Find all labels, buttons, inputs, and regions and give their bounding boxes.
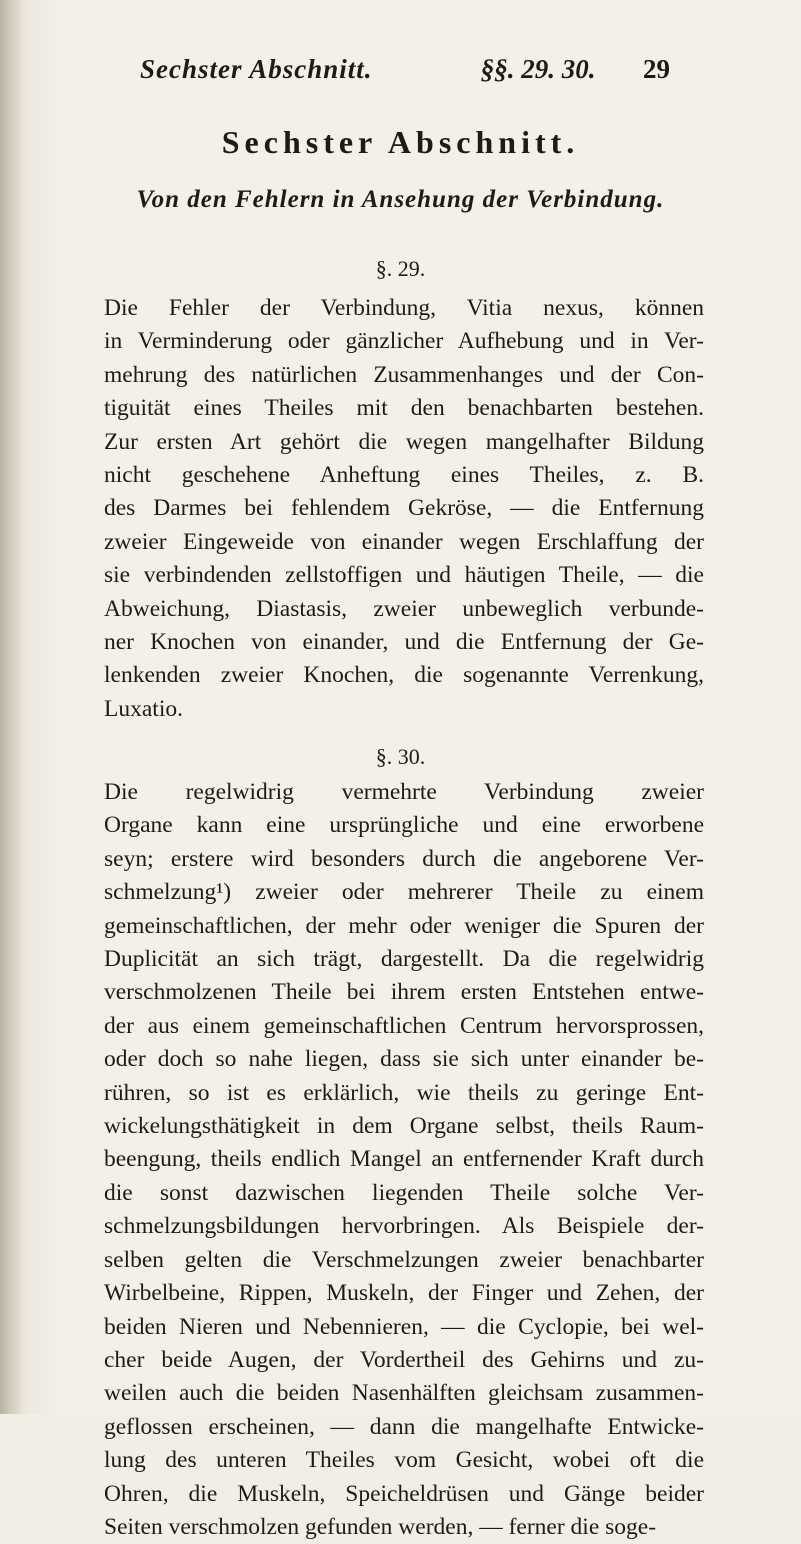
text-line: der aus einem gemeinschaftlichen Centrum hervorsprossen, [104,1012,704,1039]
text-line: wickelungsthätigkeit in dem Organe selbst, theils Raum- [104,1113,704,1140]
text-line: beiden Nieren und Nebennieren, — die Cyclopie, bei wel- [104,1313,704,1340]
page-number: 29 [643,54,670,84]
text-line: Duplicität an sich trägt, dargestellt. Da die regelwidrig [104,946,704,973]
text-line: gemeinschaftlichen, der mehr oder weniger die Spuren der [104,912,704,939]
text-line: in Verminderung oder gänzlicher Aufhebung und in Ver- [104,328,704,355]
text-line: Ohren, die Muskeln, Speicheldrüsen und Gänge beider [104,1480,704,1507]
text-line: zweier Eingeweide von einander wegen Erschlaffung der [104,528,704,555]
text-line: sie verbindenden zellstoffigen und häutigen Theile, — die [104,562,704,589]
running-head-right [481,54,670,85]
text-line: Seiten verschmolzen gefunden werden, — ferner die soge- [104,1513,657,1540]
paragraph-body [104,292,704,726]
text-line: verschmolzenen Theile bei ihrem ersten Entstehen entwe- [104,979,704,1006]
paragraph-number: §. 29. [375,256,426,281]
text-line: Die regelwidrig vermehrte Verbindung zweier [104,779,704,805]
text-line: Zur ersten Art gehört die wegen mangelhafter Bildung [104,428,704,455]
text-line: Organe kann eine ursprüngliche und eine erworbene [104,812,704,839]
text-line: Abweichung, Diastasis, zweier unbeweglich verbunde- [104,595,704,622]
text-line: nicht geschehene Anheftung eines Theiles, z. B. [104,462,704,489]
text-line: beengung, theils endlich Mangel an entfernender Kraft durch [104,1146,704,1173]
text-line: rühren, so ist es erklärlich, wie theils zu geringe Ent- [104,1079,704,1106]
text-line: des Darmes bei fehlendem Gekröse, — die Entfernung [104,495,704,522]
paragraph-number: §. 30. [375,744,426,769]
text-line: ner Knochen von einander, und die Entfernung der Ge- [104,629,704,656]
text-line: weilen auch die beiden Nasenhälften gleichsam zusammen- [104,1380,704,1407]
text-line: schmelzungsbildungen hervorbringen. Als Beispiele der- [104,1213,704,1240]
text-line: cher beide Augen, der Vordertheil des Gehirns und zu- [104,1346,704,1373]
text-line: die sonst dazwischen liegenden Theile solche Ver- [104,1179,704,1206]
text-line: selben gelten die Verschmelzungen zweier benachbarter [104,1246,704,1273]
text-line: geflossen erscheinen, — dann die mangelhafte Entwicke- [104,1413,704,1440]
text-line: seyn; erstere wird besonders durch die angeborene Ver- [104,845,704,872]
text-line: Wirbelbeine, Rippen, Muskeln, der Finger und Zehen, der [104,1280,704,1307]
text-line: oder doch so nahe liegen, dass sie sich unter einander be- [104,1046,704,1073]
text-line: Die Fehler der Verbindung, Vitia nexus, können [104,295,704,321]
text-line: tiguität eines Theiles mit den benachbarten bestehen. [104,395,704,422]
running-head-title: Sechster Abschnitt. [140,54,373,84]
paragraph-body [104,776,704,1544]
section-subtitle: Von den Fehlern in Ansehung der Verbindung. [136,186,665,213]
text-line: schmelzung¹) zweier oder mehrerer Theile zu einem [104,879,704,906]
section-title: Sechster Abschnitt. [221,124,580,160]
text-line: lung des unteren Theiles vom Gesicht, wobei oft die [104,1447,704,1474]
running-head-locator: §§. 29. 30. [480,54,596,84]
text-line: Luxatio. [104,695,183,722]
text-line: mehrung des natürlichen Zusammenhanges und der Con- [104,361,704,388]
text-line: lenkenden zweier Knochen, die sogenannte Verrenkung, [104,662,704,689]
